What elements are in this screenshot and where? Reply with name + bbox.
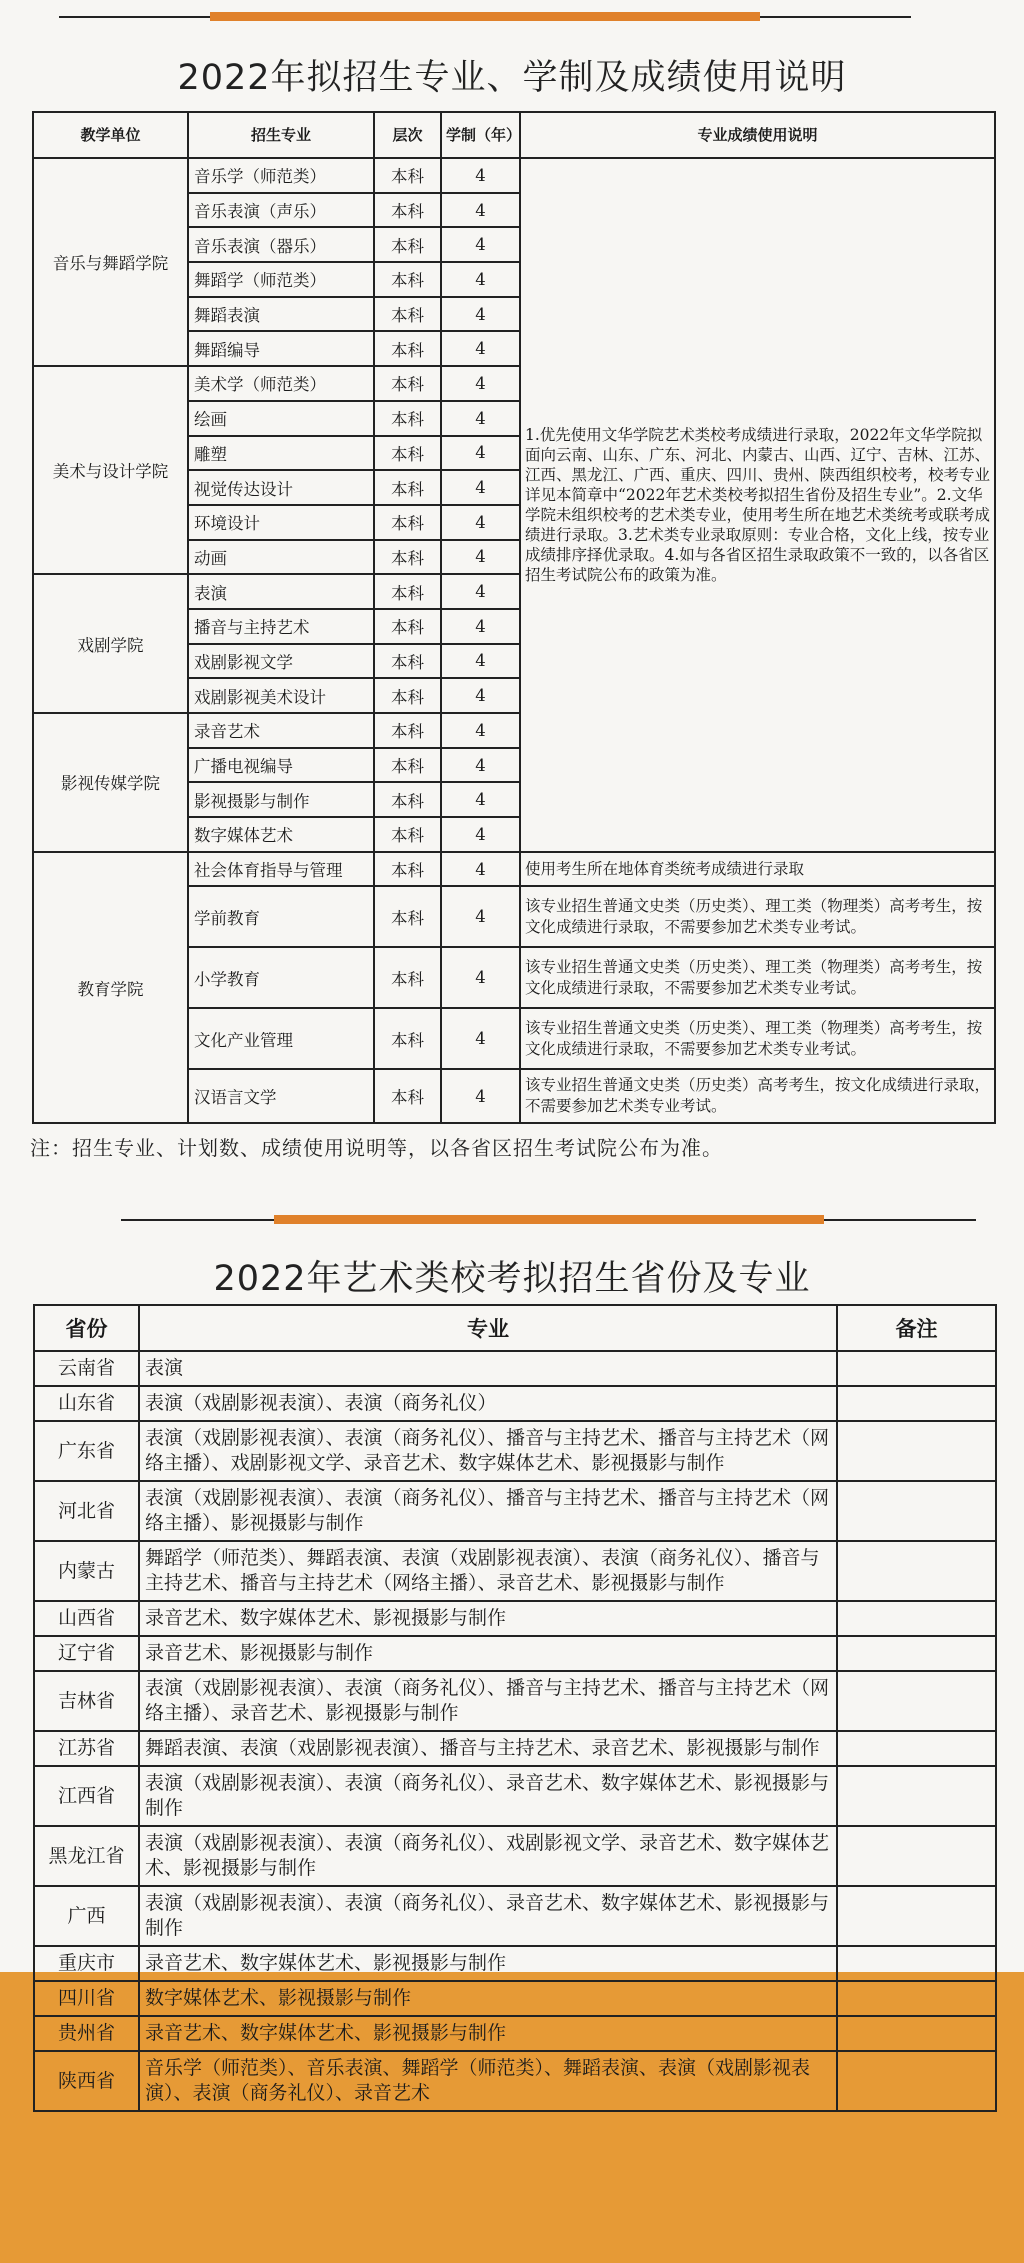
table-row (33, 852, 995, 887)
province-cell: 黑龙江省 (34, 1826, 139, 1886)
remark-cell (837, 1731, 996, 1766)
majors-cell: 录音艺术、数字媒体艺术、影视摄影与制作 (139, 1601, 837, 1636)
major-cell: 音乐学（师范类） (188, 158, 374, 193)
majors-table (32, 111, 996, 1124)
major-cell: 绘画 (188, 401, 374, 436)
majors-cell: 录音艺术、影视摄影与制作 (139, 1636, 837, 1671)
level-cell: 本科 (374, 817, 441, 852)
years-cell: 4 (441, 158, 520, 193)
major-cell: 视觉传达设计 (188, 470, 374, 505)
table-row (34, 1541, 996, 1601)
major-cell: 学前教育 (188, 886, 374, 947)
majors-cell: 表演（戏剧影视表演）、表演（商务礼仪）、播音与主持艺术、播音与主持艺术（网络主播）、影视摄影与制作 (139, 1481, 837, 1541)
major-cell: 社会体育指导与管理 (188, 852, 374, 887)
province-cell: 山东省 (34, 1386, 139, 1421)
provinces-table-header (34, 1305, 996, 1351)
major-cell: 动画 (188, 540, 374, 575)
major-cell: 雕塑 (188, 436, 374, 471)
level-cell: 本科 (374, 436, 441, 471)
remark-cell (837, 1636, 996, 1671)
major-cell: 环境设计 (188, 505, 374, 540)
years-cell: 4 (441, 540, 520, 575)
province-cell: 陕西省 (34, 2051, 139, 2111)
level-cell: 本科 (374, 470, 441, 505)
level-cell: 本科 (374, 401, 441, 436)
major-cell: 戏剧影视文学 (188, 644, 374, 679)
usage-note-cell: 该专业招生普通文史类（历史类）高考考生，按文化成绩进行录取，不需要参加艺术类专业考试。 (520, 1069, 995, 1123)
remark-cell (837, 1671, 996, 1731)
years-cell: 4 (441, 817, 520, 852)
table-row (34, 1386, 996, 1421)
years-cell: 4 (441, 947, 520, 1008)
province-cell: 贵州省 (34, 2016, 139, 2051)
province-cell: 广东省 (34, 1421, 139, 1481)
majors-cell: 录音艺术、数字媒体艺术、影视摄影与制作 (139, 1946, 837, 1981)
major-cell: 舞蹈学（师范类） (188, 262, 374, 297)
major-cell: 音乐表演（声乐） (188, 193, 374, 228)
section2-accent-bar (274, 1215, 824, 1224)
majors-cell: 舞蹈学（师范类）、舞蹈表演、表演（戏剧影视表演）、表演（商务礼仪）、播音与主持艺术、播音与主持艺术（网络主播）、录音艺术、影视摄影与制作 (139, 1541, 837, 1601)
majors-cell: 录音艺术、数字媒体艺术、影视摄影与制作 (139, 2016, 837, 2051)
remark-cell (837, 1421, 996, 1481)
majors-cell: 表演（戏剧影视表演）、表演（商务礼仪）、戏剧影视文学、录音艺术、数字媒体艺术、影视摄影与制作 (139, 1826, 837, 1886)
usage-note-cell: 使用考生所在地体育类统考成绩进行录取 (520, 852, 995, 887)
years-cell: 4 (441, 262, 520, 297)
years-cell: 4 (441, 193, 520, 228)
header-major: 招生专业 (188, 112, 374, 158)
section1-title: 2022年拟招生专业、学制及成绩使用说明 (177, 58, 847, 98)
level-cell: 本科 (374, 297, 441, 332)
major-cell: 美术学（师范类） (188, 366, 374, 401)
major-cell: 数字媒体艺术 (188, 817, 374, 852)
major-cell: 广播电视编导 (188, 748, 374, 783)
remark-cell (837, 2016, 996, 2051)
major-cell: 表演 (188, 574, 374, 609)
major-cell: 舞蹈编导 (188, 331, 374, 366)
province-cell: 江苏省 (34, 1731, 139, 1766)
art-usage-note: 1.优先使用文华学院艺术类校考成绩进行录取，2022年文华学院拟面向云南、山东、广东、河北、内蒙古、山西、辽宁、吉林、江苏、江西、黑龙江、广西、重庆、四川、贵州、陕西组织校考，校考专业详见本简章中“2022年艺术类校考拟招生省份及招生专业”。2.文华学院未组织校考的艺术类专业，使用考生所在地艺术类统考或联考成绩进行录取。3.艺术类专业录取原则：专业合格，文化上线，按专业成绩排序择优录取。4.如与各省区招生录取政策不一致的，以各省区招生考试院公布的政策为准。 (520, 158, 995, 852)
years-cell: 4 (441, 331, 520, 366)
header-level: 层次 (374, 112, 441, 158)
years-cell: 4 (441, 782, 520, 817)
table-row (34, 1601, 996, 1636)
province-cell: 辽宁省 (34, 1636, 139, 1671)
table-row (34, 1826, 996, 1886)
level-cell: 本科 (374, 886, 441, 947)
major-cell: 音乐表演（器乐） (188, 227, 374, 262)
years-cell: 4 (441, 644, 520, 679)
major-cell: 戏剧影视美术设计 (188, 678, 374, 713)
table-row (34, 1351, 996, 1386)
remark-cell (837, 1826, 996, 1886)
level-cell: 本科 (374, 947, 441, 1008)
remark-cell (837, 1386, 996, 1421)
table-row (34, 1886, 996, 1946)
majors-cell: 舞蹈表演、表演（戏剧影视表演）、播音与主持艺术、录音艺术、影视摄影与制作 (139, 1731, 837, 1766)
majors-cell: 表演（戏剧影视表演）、表演（商务礼仪）、播音与主持艺术、播音与主持艺术（网络主播）、录音艺术、影视摄影与制作 (139, 1671, 837, 1731)
level-cell: 本科 (374, 331, 441, 366)
province-cell: 山西省 (34, 1601, 139, 1636)
province-cell: 重庆市 (34, 1946, 139, 1981)
province-cell: 四川省 (34, 1981, 139, 2016)
majors-cell: 表演（戏剧影视表演）、表演（商务礼仪）、录音艺术、数字媒体艺术、影视摄影与制作 (139, 1886, 837, 1946)
level-cell: 本科 (374, 1069, 441, 1123)
header-years: 学制（年） (441, 112, 520, 158)
remark-cell (837, 1766, 996, 1826)
table-row (34, 1946, 996, 1981)
header-province: 省份 (34, 1305, 139, 1351)
major-cell: 小学教育 (188, 947, 374, 1008)
table-row (33, 158, 995, 193)
remark-cell (837, 1981, 996, 2016)
level-cell: 本科 (374, 193, 441, 228)
years-cell: 4 (441, 852, 520, 887)
table-row (34, 1731, 996, 1766)
unit-cell: 音乐与舞蹈学院 (33, 158, 188, 366)
majors-cell: 表演（戏剧影视表演）、表演（商务礼仪）、播音与主持艺术、播音与主持艺术（网络主播）、戏剧影视文学、录音艺术、数字媒体艺术、影视摄影与制作 (139, 1421, 837, 1481)
remark-cell (837, 1351, 996, 1386)
level-cell: 本科 (374, 227, 441, 262)
majors-table-header (33, 112, 995, 158)
remark-cell (837, 1886, 996, 1946)
usage-note-cell: 该专业招生普通文史类（历史类）、理工类（物理类）高考考生，按文化成绩进行录取，不需要参加艺术类专业考试。 (520, 947, 995, 1008)
table-row (34, 1481, 996, 1541)
table-row (34, 1636, 996, 1671)
header-remark: 备注 (837, 1305, 996, 1351)
major-cell: 汉语言文学 (188, 1069, 374, 1123)
major-cell: 播音与主持艺术 (188, 609, 374, 644)
level-cell: 本科 (374, 574, 441, 609)
major-cell: 舞蹈表演 (188, 297, 374, 332)
level-cell: 本科 (374, 540, 441, 575)
years-cell: 4 (441, 886, 520, 947)
years-cell: 4 (441, 1069, 520, 1123)
major-cell: 影视摄影与制作 (188, 782, 374, 817)
table-row (34, 1671, 996, 1731)
level-cell: 本科 (374, 713, 441, 748)
major-cell: 录音艺术 (188, 713, 374, 748)
years-cell: 4 (441, 470, 520, 505)
years-cell: 4 (441, 748, 520, 783)
level-cell: 本科 (374, 609, 441, 644)
level-cell: 本科 (374, 366, 441, 401)
level-cell: 本科 (374, 505, 441, 540)
table-row (34, 2051, 996, 2111)
majors-cell: 表演（戏剧影视表演）、表演（商务礼仪）、录音艺术、数字媒体艺术、影视摄影与制作 (139, 1766, 837, 1826)
years-cell: 4 (441, 505, 520, 540)
years-cell: 4 (441, 436, 520, 471)
years-cell: 4 (441, 297, 520, 332)
years-cell: 4 (441, 227, 520, 262)
remark-cell (837, 1541, 996, 1601)
unit-cell: 美术与设计学院 (33, 366, 188, 574)
province-cell: 河北省 (34, 1481, 139, 1541)
remark-cell (837, 1481, 996, 1541)
majors-cell: 音乐学（师范类）、音乐表演、舞蹈学（师范类）、舞蹈表演、表演（戏剧影视表演）、表演（商务礼仪）、录音艺术 (139, 2051, 837, 2111)
header-usage: 专业成绩使用说明 (520, 112, 995, 158)
years-cell: 4 (441, 574, 520, 609)
unit-cell: 影视传媒学院 (33, 713, 188, 852)
province-cell: 广西 (34, 1886, 139, 1946)
province-cell: 云南省 (34, 1351, 139, 1386)
years-cell: 4 (441, 609, 520, 644)
unit-cell: 教育学院 (33, 852, 188, 1124)
table-row (34, 2016, 996, 2051)
header-unit: 教学单位 (33, 112, 188, 158)
unit-cell: 戏剧学院 (33, 574, 188, 713)
years-cell: 4 (441, 366, 520, 401)
remark-cell (837, 1946, 996, 1981)
majors-cell: 数字媒体艺术、影视摄影与制作 (139, 1981, 837, 2016)
years-cell: 4 (441, 713, 520, 748)
province-cell: 内蒙古 (34, 1541, 139, 1601)
usage-note-cell: 该专业招生普通文史类（历史类）、理工类（物理类）高考考生，按文化成绩进行录取，不需要参加艺术类专业考试。 (520, 886, 995, 947)
level-cell: 本科 (374, 748, 441, 783)
section2-title: 2022年艺术类校考拟招生省份及专业 (213, 1259, 811, 1299)
majors-cell: 表演 (139, 1351, 837, 1386)
remark-cell (837, 2051, 996, 2111)
table-row (34, 1766, 996, 1826)
remark-cell (837, 1601, 996, 1636)
table-row (34, 1981, 996, 2016)
years-cell: 4 (441, 678, 520, 713)
usage-note-cell: 该专业招生普通文史类（历史类）、理工类（物理类）高考考生，按文化成绩进行录取，不需要参加艺术类专业考试。 (520, 1008, 995, 1069)
years-cell: 4 (441, 401, 520, 436)
majors-cell: 表演（戏剧影视表演）、表演（商务礼仪） (139, 1386, 837, 1421)
level-cell: 本科 (374, 262, 441, 297)
level-cell: 本科 (374, 782, 441, 817)
provinces-table (33, 1304, 997, 2112)
top-accent-bar (210, 12, 760, 21)
level-cell: 本科 (374, 1008, 441, 1069)
level-cell: 本科 (374, 644, 441, 679)
footnote: 注：招生专业、计划数、成绩使用说明等，以各省区招生考试院公布为准。 (30, 1136, 723, 1160)
level-cell: 本科 (374, 678, 441, 713)
province-cell: 吉林省 (34, 1671, 139, 1731)
province-cell: 江西省 (34, 1766, 139, 1826)
years-cell: 4 (441, 1008, 520, 1069)
level-cell: 本科 (374, 158, 441, 193)
level-cell: 本科 (374, 852, 441, 887)
header-majors: 专业 (139, 1305, 837, 1351)
major-cell: 文化产业管理 (188, 1008, 374, 1069)
table-row (34, 1421, 996, 1481)
